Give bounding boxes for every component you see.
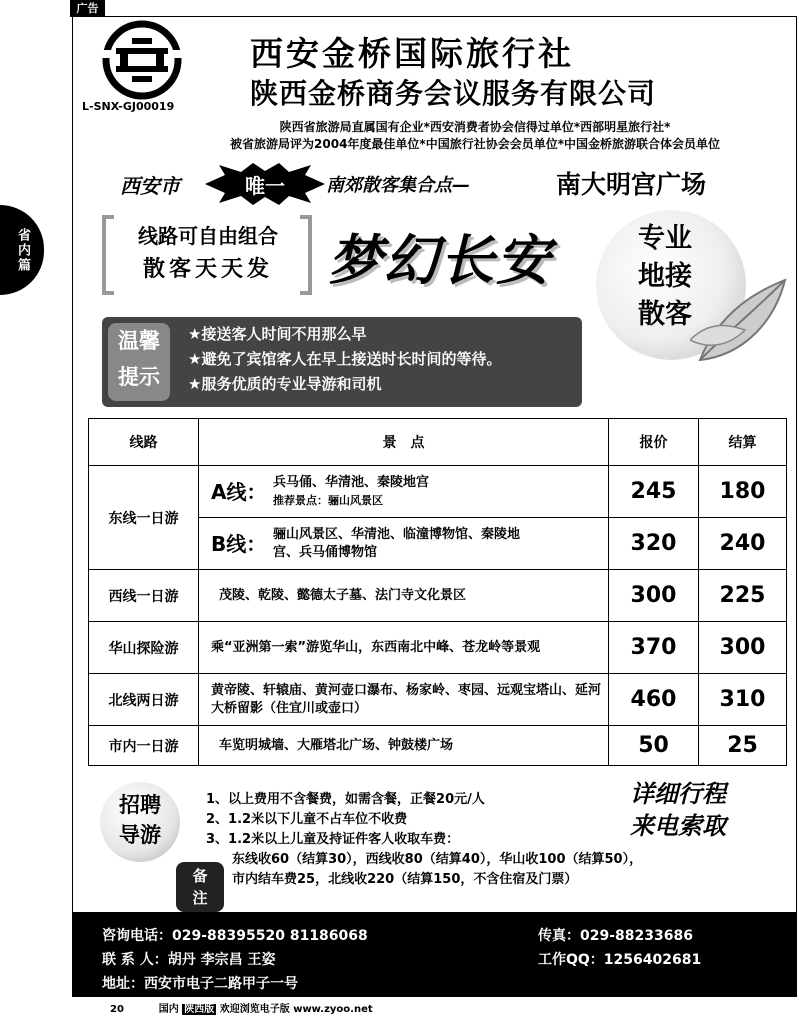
page-number: 20 bbox=[110, 1004, 124, 1015]
combo-line-1: 线路可自由组合 bbox=[138, 224, 278, 248]
note-item: 2、1.2米以下儿童不占车位不收费 bbox=[206, 812, 408, 827]
settle-cell: 225 bbox=[699, 570, 787, 622]
price-table bbox=[88, 418, 787, 766]
spots-cell bbox=[199, 466, 609, 518]
line-tag: A线： bbox=[211, 479, 267, 504]
itinerary-line-2: 来电索取 bbox=[630, 812, 726, 840]
settle-cell: 300 bbox=[699, 622, 787, 674]
contact-qq: 工作QQ：1256402681 bbox=[538, 952, 702, 968]
table-header-row bbox=[89, 419, 787, 466]
circle-line-1: 专业 bbox=[638, 223, 692, 254]
table-row bbox=[89, 726, 787, 766]
notes-badge-2: 注 bbox=[192, 889, 208, 907]
tip-item: ★接送客人时间不用那么早 bbox=[188, 325, 367, 343]
company-logo-icon bbox=[96, 20, 188, 102]
banner-burst-text: 唯一 bbox=[245, 174, 285, 198]
itinerary-line-1: 详细行程 bbox=[630, 780, 726, 808]
recruit-line-2: 导游 bbox=[119, 823, 161, 847]
table-row bbox=[89, 674, 787, 726]
note-item: 3、1.2米以上儿童及持证件客人收取车费： bbox=[206, 832, 460, 847]
table-row bbox=[89, 570, 787, 622]
price-cell: 460 bbox=[609, 674, 699, 726]
table-row bbox=[89, 622, 787, 674]
itinerary-note bbox=[630, 778, 726, 842]
note-item: 市内结车费25，北线收220（结算150，不含住宿及门票） bbox=[232, 872, 578, 887]
tip-item: ★避免了宾馆客人在早上接送时长时间的等待。 bbox=[188, 350, 502, 368]
note-item: 东线收60（结算30），西线收80（结算40），华山收100（结算50）， bbox=[232, 852, 643, 867]
header-route: 线路 bbox=[89, 419, 199, 466]
settle-cell: 310 bbox=[699, 674, 787, 726]
notes-badge bbox=[176, 862, 224, 912]
route-cell: 市内一日游 bbox=[89, 726, 199, 766]
spots-text: 骊山风景区、华清池、临潼博物馆、秦陵地宫、兵马俑博物馆 bbox=[273, 526, 521, 560]
slogan: 梦幻长安 bbox=[328, 229, 552, 292]
route-cell: 东线一日游 bbox=[89, 466, 199, 570]
contact-address: 地址：西安市电子二路甲子一号 bbox=[102, 976, 298, 992]
company-credentials-1: 陕西省旅游局直属国有企业*西安消费者协会信得过单位*西部明星旅行社* bbox=[279, 120, 671, 134]
company-name: 西安金桥国际旅行社 bbox=[250, 34, 574, 73]
recommend-text: 推荐景点：骊山风景区 bbox=[273, 493, 383, 507]
contact-phone: 咨询电话：029-88395520 81186068 bbox=[102, 928, 368, 944]
header-spots: 景 点 bbox=[199, 419, 609, 466]
spots-cell: 乘“亚洲第一索”游览华山，东西南北中峰、苍龙岭等景观 bbox=[199, 622, 609, 674]
tips-list bbox=[188, 322, 501, 397]
route-cell: 西线一日游 bbox=[89, 570, 199, 622]
spots-cell: 车览明城墙、大雁塔北广场、钟鼓楼广场 bbox=[199, 726, 609, 766]
note-item: 1、以上费用不含餐费，如需含餐，正餐20元/人 bbox=[206, 792, 485, 807]
price-cell: 370 bbox=[609, 622, 699, 674]
footer-website[interactable]: 欢迎浏览电子版 www.zyoo.net bbox=[219, 1004, 373, 1015]
header-price: 报价 bbox=[609, 419, 699, 466]
combo-line-2: 散客天天发 bbox=[142, 256, 273, 282]
notes-badge-1: 备 bbox=[192, 867, 208, 885]
license-number: L-SNX-GJ00019 bbox=[82, 100, 175, 113]
tips-label-2: 提示 bbox=[118, 365, 160, 389]
tips-label bbox=[108, 323, 170, 401]
contact-bar bbox=[72, 912, 797, 997]
leaf-icon bbox=[690, 270, 790, 370]
circle-line-2: 地接 bbox=[638, 261, 692, 292]
contact-people: 联 系 人：胡丹 李宗昌 王姿 bbox=[102, 952, 276, 968]
spots-cell: 茂陵、乾陵、懿德太子墓、法门寺文化景区 bbox=[199, 570, 609, 622]
recruit-line-1: 招聘 bbox=[119, 793, 161, 817]
notes-list bbox=[206, 790, 642, 890]
settle-cell: 240 bbox=[699, 518, 787, 570]
price-cell: 300 bbox=[609, 570, 699, 622]
route-cell: 北线两日游 bbox=[89, 674, 199, 726]
spots-list: 兵马俑、华清池、秦陵地宫 bbox=[273, 474, 430, 490]
price-cell: 245 bbox=[609, 466, 699, 518]
line-tag: B线： bbox=[211, 531, 267, 556]
tips-label-1: 温馨 bbox=[118, 329, 160, 353]
footer-domestic: 国内 bbox=[158, 1004, 179, 1015]
settle-cell: 25 bbox=[699, 726, 787, 766]
table-row bbox=[89, 466, 787, 518]
banner-meeting-point: 南郊散客集合点— bbox=[326, 175, 470, 196]
price-cell: 50 bbox=[609, 726, 699, 766]
circle-line-3: 散客 bbox=[638, 299, 692, 330]
page-footer bbox=[110, 1000, 373, 1015]
spots-cell: 黄帝陵、轩辕庙、黄河壶口瀑布、杨家岭、枣园、远观宝塔山、延河大桥留影（住宜川或壶口） bbox=[199, 674, 609, 726]
company-credentials-2: 被省旅游局评为2004年度最佳单位*中国旅行社协会会员单位*中国金桥旅游联合体会员单位 bbox=[230, 137, 720, 151]
route-cell: 华山探险游 bbox=[89, 622, 199, 674]
tip-item: ★服务优质的专业导游和司机 bbox=[188, 375, 382, 393]
price-cell: 320 bbox=[609, 518, 699, 570]
spots-cell bbox=[199, 518, 609, 570]
banner-city: 西安市 bbox=[120, 174, 180, 198]
recruit-text bbox=[106, 790, 174, 850]
ad-tab: 广告 bbox=[70, 0, 105, 17]
banner-location: 南大明宫广场 bbox=[556, 170, 707, 199]
contact-fax: 传真：029-88233686 bbox=[538, 928, 693, 944]
header-settle: 结算 bbox=[699, 419, 787, 466]
company-subname: 陕西金桥商务会议服务有限公司 bbox=[250, 77, 657, 110]
spots-text bbox=[273, 474, 429, 510]
section-tab: 省内篇 bbox=[0, 205, 44, 295]
settle-cell: 180 bbox=[699, 466, 787, 518]
footer-edition: 陕西版 bbox=[184, 1004, 215, 1015]
